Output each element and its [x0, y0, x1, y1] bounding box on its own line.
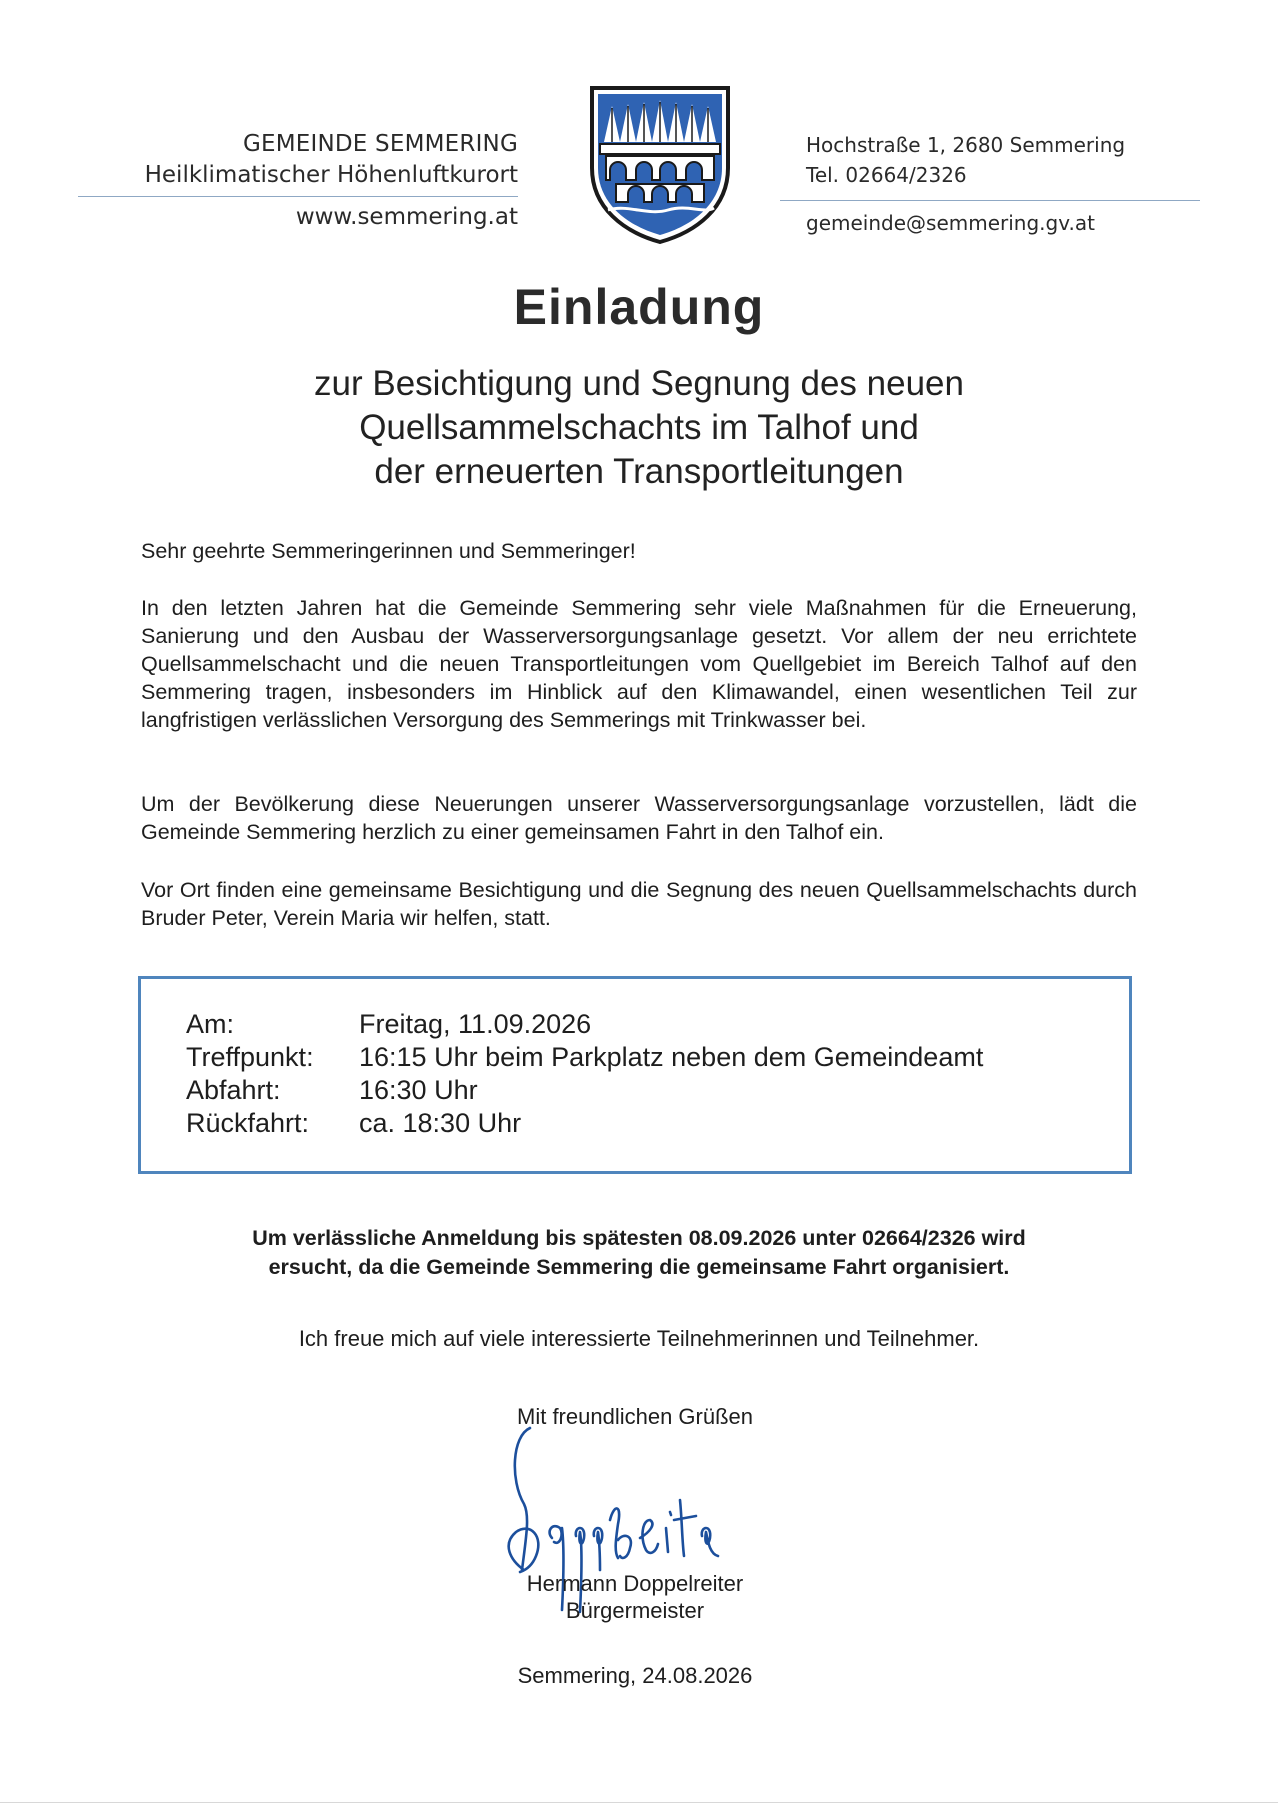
left-divider	[78, 196, 518, 197]
org-name: GEMEINDE SEMMERING	[242, 131, 518, 157]
detail-value: Freitag, 11.09.2026	[359, 1009, 592, 1039]
detail-value: 16:30 Uhr	[359, 1075, 478, 1105]
subtitle	[0, 362, 1278, 494]
detail-label: Am:	[186, 1009, 235, 1039]
paragraph-intro: In den letzten Jahren hat die Gemeinde Semmering sehr viele Maßnahmen für die Erneuerung, Sanierung und den Ausbau der Wasserversorgungsanlage gesetzt. Vor allem der neu errichtete Quellsammelschacht und die neuen Transportleitungen vom Quellgebiet im Bereich Talhof auf den Semmering tragen, insbesonders im Hinblick auf den Klimawandel, einen wesentlichen Teil zur langfristigen verlässlichen Versorgung des Semmerings mit Trinkwasser bei.	[141, 596, 1137, 732]
website: www.semmering.at	[295, 204, 518, 230]
paragraph-invitation: Um der Bevölkerung diese Neuerungen unserer Wasserversorgungsanlage vorzustellen, lädt die Gemeinde Semmering herzlich zu einer gemeinsamen Fahrt in den Talhof ein.	[141, 792, 1137, 844]
detail-label: Abfahrt:	[186, 1075, 281, 1105]
detail-value: ca. 18:30 Uhr	[359, 1108, 522, 1138]
signer-role: Bürgermeister	[565, 1598, 705, 1623]
detail-label: Treffpunkt:	[186, 1042, 314, 1072]
signer-name: Hermann Doppelreiter	[526, 1571, 744, 1596]
detail-label: Rückfahrt:	[186, 1108, 310, 1138]
coat-of-arms-icon	[588, 84, 732, 244]
page-edge	[0, 1802, 1278, 1803]
letterhead-right	[806, 130, 1226, 238]
address: Hochstraße 1, 2680 Semmering	[806, 133, 1126, 157]
closing-remark: Ich freue mich auf viele interessierte Teilnehmerinnen und Teilnehmer.	[298, 1326, 980, 1351]
email: gemeinde@semmering.gv.at	[806, 211, 1095, 235]
registration-notice	[0, 1224, 1278, 1282]
greeting: Mit freundlichen Grüßen	[517, 1404, 753, 1429]
subtitle-line: Quellsammelschachts im Talhof und	[359, 408, 919, 447]
page-title: Einladung	[513, 279, 765, 335]
notice-line: Um verlässliche Anmeldung bis spätesten 08.09.2026 unter 02664/2326 wird	[252, 1226, 1026, 1250]
detail-value: 16:15 Uhr beim Parkplatz neben dem Gemeindeamt	[359, 1042, 984, 1072]
right-divider	[780, 200, 1200, 201]
notice-line: ersucht, da die Gemeinde Semmering die gemeinsame Fahrt organisiert.	[268, 1255, 1010, 1279]
paragraph-blessing: Vor Ort finden eine gemeinsame Besichtigung und die Segnung des neuen Quellsammelschachts durch Bruder Peter, Verein Maria wir helfen, statt.	[141, 878, 1137, 930]
place-date: Semmering, 24.08.2026	[517, 1663, 753, 1688]
letterhead-left	[82, 128, 518, 232]
org-subtitle: Heilklimatischer Höhenluftkurort	[144, 162, 518, 188]
salutation: Sehr geehrte Semmeringerinnen und Semmeringer!	[141, 539, 636, 563]
subtitle-line: der erneuerten Transportleitungen	[374, 452, 904, 491]
subtitle-line: zur Besichtigung und Segnung des neuen	[314, 364, 964, 403]
phone: Tel. 02664/2326	[806, 163, 967, 187]
